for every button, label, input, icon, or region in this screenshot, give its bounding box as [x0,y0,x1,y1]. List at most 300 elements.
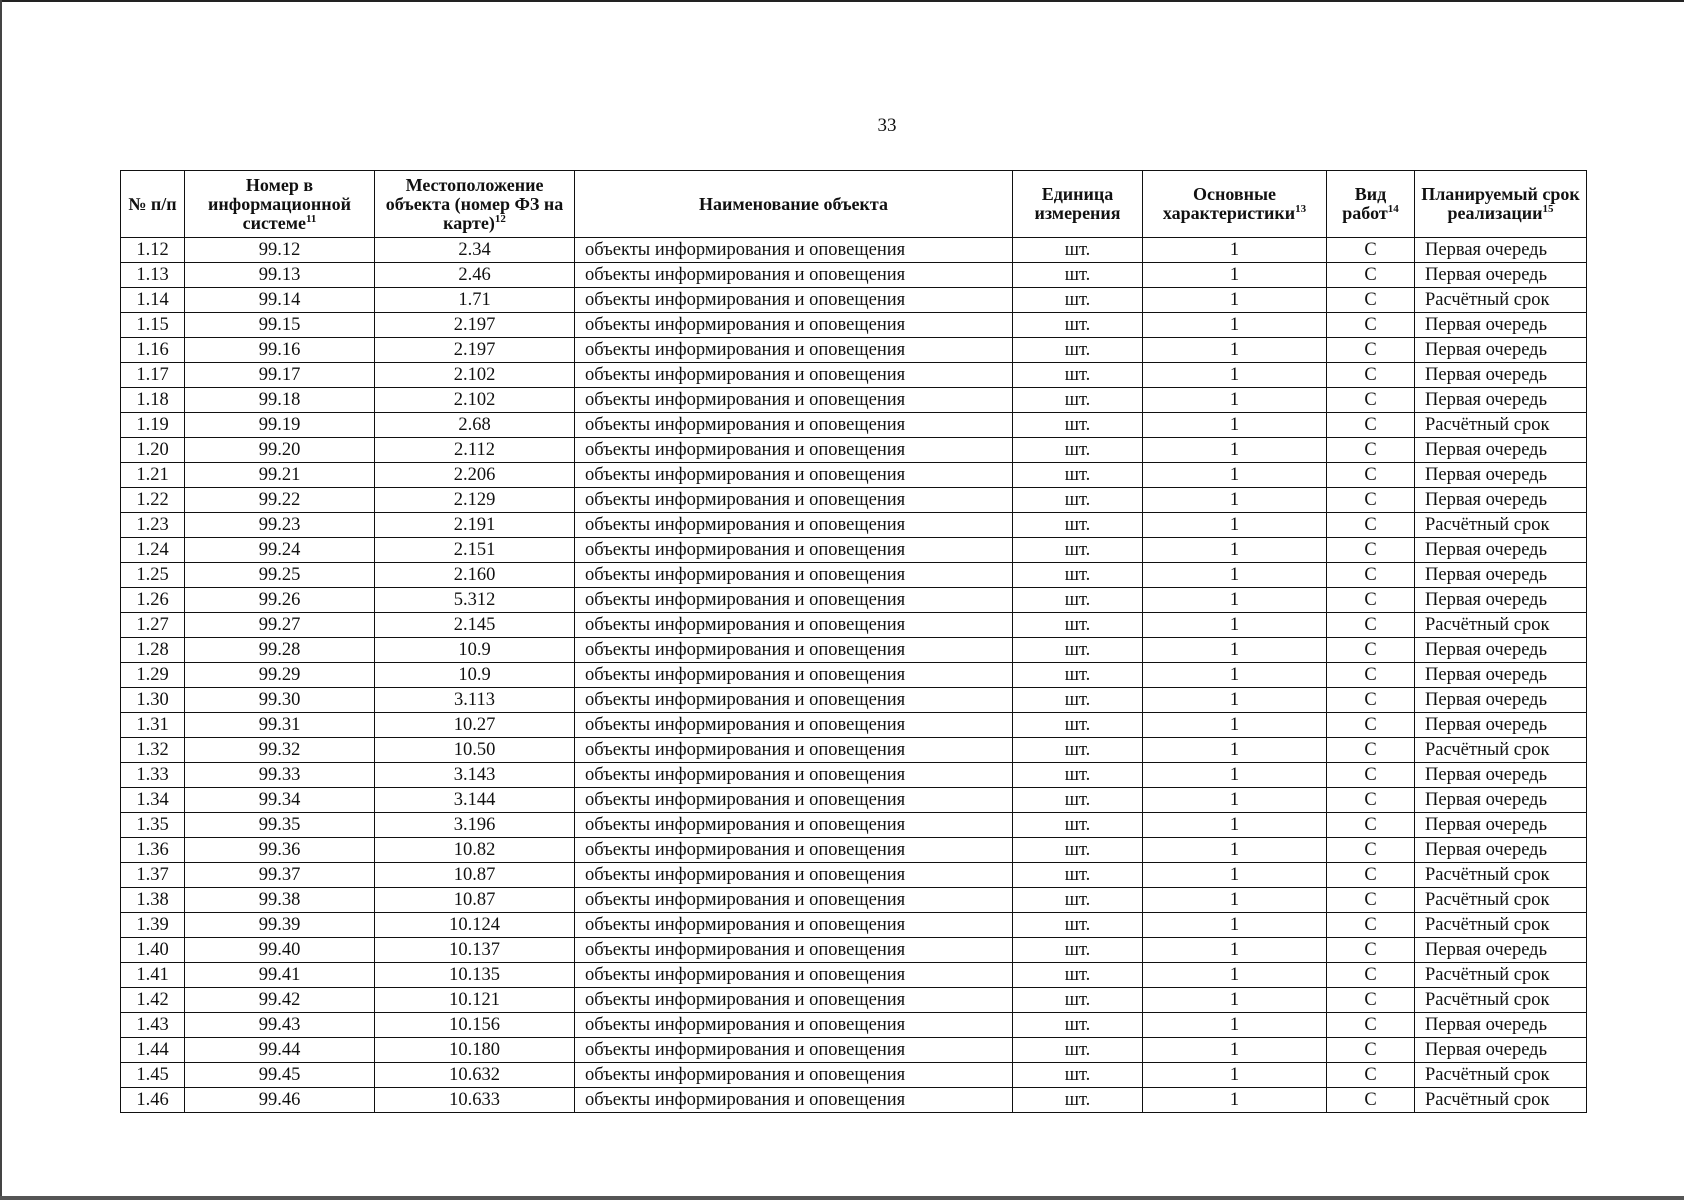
cell-characteristics: 1 [1143,563,1327,588]
cell-term: Первая очередь [1415,363,1587,388]
cell-location: 2.197 [375,338,575,363]
cell-term: Первая очередь [1415,263,1587,288]
cell-system-number: 99.27 [185,613,375,638]
footnote-ref: 15 [1542,203,1554,215]
cell-name: объекты информирования и оповещения [575,738,1013,763]
header-label: Номер в информационной системе [208,174,351,233]
cell-term: Расчётный срок [1415,288,1587,313]
cell-work-type: С [1327,888,1415,913]
table-row [121,638,1587,663]
cell-location: 1.71 [375,288,575,313]
table-row [121,763,1587,788]
cell-location: 2.46 [375,263,575,288]
scan-edge-left [0,0,2,1200]
cell-name: объекты информирования и оповещения [575,813,1013,838]
table-row [121,738,1587,763]
cell-work-type: С [1327,613,1415,638]
cell-work-type: С [1327,363,1415,388]
cell-work-type: С [1327,263,1415,288]
page-number: 33 [877,115,897,136]
cell-name: объекты информирования и оповещения [575,563,1013,588]
cell-location: 2.68 [375,413,575,438]
cell-system-number: 99.16 [185,338,375,363]
cell-name: объекты информирования и оповещения [575,238,1013,263]
header-label: Местоположение объекта (номер ФЗ на карте) [385,174,564,233]
cell-work-type: С [1327,763,1415,788]
table-row [121,513,1587,538]
table-row [121,1088,1587,1113]
cell-number: 1.30 [121,688,185,713]
cell-characteristics: 1 [1143,713,1327,738]
cell-number: 1.13 [121,263,185,288]
cell-number: 1.28 [121,638,185,663]
cell-number: 1.37 [121,863,185,888]
cell-location: 2.34 [375,238,575,263]
cell-term: Первая очередь [1415,238,1587,263]
cell-term: Расчётный срок [1415,1088,1587,1113]
cell-name: объекты информирования и оповещения [575,1013,1013,1038]
cell-characteristics: 1 [1143,238,1327,263]
cell-characteristics: 1 [1143,963,1327,988]
cell-name: объекты информирования и оповещения [575,538,1013,563]
cell-unit: шт. [1013,388,1143,413]
cell-unit: шт. [1013,238,1143,263]
header-row [121,171,1587,238]
cell-term: Первая очередь [1415,538,1587,563]
cell-system-number: 99.40 [185,938,375,963]
cell-location: 2.129 [375,488,575,513]
cell-work-type: С [1327,638,1415,663]
cell-location: 2.145 [375,613,575,638]
cell-term: Расчётный срок [1415,863,1587,888]
cell-characteristics: 1 [1143,263,1327,288]
cell-term: Первая очередь [1415,663,1587,688]
table-row [121,813,1587,838]
cell-characteristics: 1 [1143,363,1327,388]
cell-number: 1.14 [121,288,185,313]
cell-name: объекты информирования и оповещения [575,363,1013,388]
cell-unit: шт. [1013,338,1143,363]
cell-location: 2.102 [375,388,575,413]
cell-unit: шт. [1013,813,1143,838]
cell-name: объекты информирования и оповещения [575,888,1013,913]
cell-term: Первая очередь [1415,938,1587,963]
cell-work-type: С [1327,663,1415,688]
cell-term: Расчётный срок [1415,913,1587,938]
cell-characteristics: 1 [1143,1088,1327,1113]
cell-name: объекты информирования и оповещения [575,688,1013,713]
cell-unit: шт. [1013,1063,1143,1088]
cell-unit: шт. [1013,988,1143,1013]
cell-work-type: С [1327,988,1415,1013]
cell-work-type: С [1327,813,1415,838]
cell-work-type: С [1327,588,1415,613]
cell-location: 10.156 [375,1013,575,1038]
cell-work-type: С [1327,838,1415,863]
cell-term: Первая очередь [1415,838,1587,863]
cell-name: объекты информирования и оповещения [575,913,1013,938]
cell-number: 1.16 [121,338,185,363]
cell-location: 10.137 [375,938,575,963]
cell-term: Первая очередь [1415,563,1587,588]
cell-system-number: 99.44 [185,1038,375,1063]
cell-number: 1.38 [121,888,185,913]
cell-number: 1.33 [121,763,185,788]
cell-characteristics: 1 [1143,538,1327,563]
cell-location: 10.124 [375,913,575,938]
footnote-ref: 14 [1387,203,1399,215]
footnote-ref: 13 [1295,203,1307,215]
footnote-ref: 11 [306,212,317,225]
cell-system-number: 99.37 [185,863,375,888]
cell-term: Первая очередь [1415,688,1587,713]
cell-characteristics: 1 [1143,413,1327,438]
cell-term: Расчётный срок [1415,888,1587,913]
scan-edge-top [0,0,1684,2]
cell-name: объекты информирования и оповещения [575,513,1013,538]
cell-name: объекты информирования и оповещения [575,463,1013,488]
cell-name: объекты информирования и оповещения [575,588,1013,613]
cell-system-number: 99.31 [185,713,375,738]
header-cell-work-type [1327,171,1415,238]
cell-characteristics: 1 [1143,513,1327,538]
cell-work-type: С [1327,563,1415,588]
header-label: Планируемый срок реализации [1421,184,1580,223]
cell-location: 2.206 [375,463,575,488]
cell-location: 10.121 [375,988,575,1013]
cell-location: 10.633 [375,1088,575,1113]
cell-number: 1.12 [121,238,185,263]
scan-edge-bottom [0,1196,1684,1200]
cell-number: 1.35 [121,813,185,838]
cell-characteristics: 1 [1143,813,1327,838]
cell-system-number: 99.13 [185,263,375,288]
cell-name: объекты информирования и оповещения [575,788,1013,813]
cell-number: 1.27 [121,613,185,638]
cell-term: Первая очередь [1415,763,1587,788]
table-row [121,713,1587,738]
table-row [121,363,1587,388]
cell-unit: шт. [1013,938,1143,963]
cell-work-type: С [1327,938,1415,963]
cell-location: 3.144 [375,788,575,813]
cell-number: 1.39 [121,913,185,938]
cell-characteristics: 1 [1143,1038,1327,1063]
cell-system-number: 99.23 [185,513,375,538]
cell-number: 1.31 [121,713,185,738]
cell-unit: шт. [1013,413,1143,438]
cell-term: Первая очередь [1415,388,1587,413]
cell-system-number: 99.45 [185,1063,375,1088]
header-label: Основные характеристики [1162,184,1296,223]
cell-work-type: С [1327,713,1415,738]
cell-name: объекты информирования и оповещения [575,663,1013,688]
cell-work-type: С [1327,488,1415,513]
cell-number: 1.42 [121,988,185,1013]
cell-term: Первая очередь [1415,1038,1587,1063]
cell-work-type: С [1327,338,1415,363]
cell-name: объекты информирования и оповещения [575,488,1013,513]
cell-characteristics: 1 [1143,788,1327,813]
cell-name: объекты информирования и оповещения [575,963,1013,988]
cell-unit: шт. [1013,688,1143,713]
table-row [121,438,1587,463]
cell-characteristics: 1 [1143,638,1327,663]
cell-work-type: С [1327,513,1415,538]
cell-name: объекты информирования и оповещения [575,438,1013,463]
cell-work-type: С [1327,688,1415,713]
header-label: № п/п [128,193,177,214]
cell-system-number: 99.28 [185,638,375,663]
cell-unit: шт. [1013,613,1143,638]
cell-term: Первая очередь [1415,638,1587,663]
cell-number: 1.29 [121,663,185,688]
cell-name: объекты информирования и оповещения [575,863,1013,888]
header-cell-characteristics [1143,171,1327,238]
cell-system-number: 99.22 [185,488,375,513]
objects-table [120,170,1587,1113]
cell-unit: шт. [1013,463,1143,488]
cell-location: 10.9 [375,663,575,688]
cell-unit: шт. [1013,888,1143,913]
table-row [121,538,1587,563]
cell-term: Первая очередь [1415,713,1587,738]
cell-name: объекты информирования и оповещения [575,313,1013,338]
table-header [121,171,1587,238]
cell-work-type: С [1327,463,1415,488]
cell-name: объекты информирования и оповещения [575,763,1013,788]
cell-unit: шт. [1013,513,1143,538]
cell-work-type: С [1327,1063,1415,1088]
cell-unit: шт. [1013,738,1143,763]
table-row [121,938,1587,963]
cell-system-number: 99.43 [185,1013,375,1038]
cell-name: объекты информирования и оповещения [575,638,1013,663]
cell-characteristics: 1 [1143,313,1327,338]
cell-work-type: С [1327,863,1415,888]
table-row [121,963,1587,988]
cell-number: 1.44 [121,1038,185,1063]
cell-number: 1.41 [121,963,185,988]
cell-number: 1.22 [121,488,185,513]
cell-characteristics: 1 [1143,288,1327,313]
cell-location: 10.135 [375,963,575,988]
cell-term: Первая очередь [1415,488,1587,513]
cell-characteristics: 1 [1143,463,1327,488]
cell-system-number: 99.19 [185,413,375,438]
cell-system-number: 99.39 [185,913,375,938]
cell-name: объекты информирования и оповещения [575,1063,1013,1088]
cell-system-number: 99.46 [185,1088,375,1113]
cell-term: Расчётный срок [1415,1063,1587,1088]
cell-system-number: 99.21 [185,463,375,488]
header-label: Вид работ [1342,184,1388,223]
cell-characteristics: 1 [1143,1013,1327,1038]
table-row [121,663,1587,688]
cell-characteristics: 1 [1143,838,1327,863]
cell-characteristics: 1 [1143,438,1327,463]
table-row [121,313,1587,338]
cell-number: 1.46 [121,1088,185,1113]
cell-term: Расчётный срок [1415,988,1587,1013]
cell-term: Первая очередь [1415,313,1587,338]
cell-characteristics: 1 [1143,688,1327,713]
table-row [121,988,1587,1013]
cell-name: объекты информирования и оповещения [575,713,1013,738]
cell-unit: шт. [1013,913,1143,938]
cell-term: Первая очередь [1415,338,1587,363]
cell-system-number: 99.36 [185,838,375,863]
cell-characteristics: 1 [1143,738,1327,763]
cell-work-type: С [1327,413,1415,438]
cell-number: 1.21 [121,463,185,488]
cell-location: 10.50 [375,738,575,763]
cell-name: объекты информирования и оповещения [575,388,1013,413]
cell-term: Первая очередь [1415,463,1587,488]
table-row [121,888,1587,913]
cell-work-type: С [1327,963,1415,988]
cell-name: объекты информирования и оповещения [575,838,1013,863]
cell-name: объекты информирования и оповещения [575,988,1013,1013]
cell-term: Расчётный срок [1415,413,1587,438]
cell-number: 1.17 [121,363,185,388]
cell-system-number: 99.17 [185,363,375,388]
cell-system-number: 99.12 [185,238,375,263]
cell-system-number: 99.15 [185,313,375,338]
table-row [121,838,1587,863]
cell-system-number: 99.24 [185,538,375,563]
header-cell-object-name [575,171,1013,238]
table-row [121,588,1587,613]
cell-term: Расчётный срок [1415,963,1587,988]
table-row [121,338,1587,363]
header-cell-term [1415,171,1587,238]
cell-unit: шт. [1013,563,1143,588]
cell-term: Расчётный срок [1415,738,1587,763]
cell-characteristics: 1 [1143,988,1327,1013]
cell-unit: шт. [1013,663,1143,688]
cell-number: 1.19 [121,413,185,438]
cell-number: 1.43 [121,1013,185,1038]
cell-system-number: 99.42 [185,988,375,1013]
cell-characteristics: 1 [1143,663,1327,688]
cell-system-number: 99.34 [185,788,375,813]
cell-unit: шт. [1013,588,1143,613]
cell-location: 10.27 [375,713,575,738]
cell-location: 10.632 [375,1063,575,1088]
cell-location: 10.82 [375,838,575,863]
cell-work-type: С [1327,1038,1415,1063]
cell-work-type: С [1327,288,1415,313]
cell-system-number: 99.20 [185,438,375,463]
table-row [121,563,1587,588]
cell-system-number: 99.18 [185,388,375,413]
cell-location: 2.112 [375,438,575,463]
cell-number: 1.34 [121,788,185,813]
cell-location: 10.87 [375,863,575,888]
cell-number: 1.18 [121,388,185,413]
cell-name: объекты информирования и оповещения [575,338,1013,363]
cell-system-number: 99.26 [185,588,375,613]
cell-unit: шт. [1013,838,1143,863]
cell-location: 10.180 [375,1038,575,1063]
cell-work-type: С [1327,538,1415,563]
cell-work-type: С [1327,1013,1415,1038]
cell-name: объекты информирования и оповещения [575,288,1013,313]
header-label: Наименование объекта [699,193,888,214]
cell-characteristics: 1 [1143,763,1327,788]
cell-unit: шт. [1013,638,1143,663]
cell-characteristics: 1 [1143,863,1327,888]
cell-work-type: С [1327,388,1415,413]
cell-location: 2.102 [375,363,575,388]
cell-term: Первая очередь [1415,588,1587,613]
cell-unit: шт. [1013,438,1143,463]
header-cell-number [121,171,185,238]
cell-unit: шт. [1013,713,1143,738]
table-body [121,238,1587,1113]
cell-unit: шт. [1013,363,1143,388]
cell-number: 1.24 [121,538,185,563]
cell-location: 3.196 [375,813,575,838]
cell-number: 1.26 [121,588,185,613]
cell-unit: шт. [1013,763,1143,788]
header-cell-system-number [185,171,375,238]
cell-number: 1.32 [121,738,185,763]
cell-system-number: 99.30 [185,688,375,713]
cell-name: объекты информирования и оповещения [575,413,1013,438]
table-row [121,463,1587,488]
cell-characteristics: 1 [1143,338,1327,363]
table-row [121,1063,1587,1088]
cell-unit: шт. [1013,538,1143,563]
table-row [121,913,1587,938]
cell-term: Первая очередь [1415,1013,1587,1038]
cell-location: 3.113 [375,688,575,713]
cell-system-number: 99.29 [185,663,375,688]
cell-work-type: С [1327,438,1415,463]
cell-system-number: 99.38 [185,888,375,913]
cell-unit: шт. [1013,788,1143,813]
cell-location: 10.9 [375,638,575,663]
table-row [121,1038,1587,1063]
header-label: Единица измерения [1034,184,1121,223]
cell-term: Первая очередь [1415,813,1587,838]
cell-term: Первая очередь [1415,438,1587,463]
cell-system-number: 99.33 [185,763,375,788]
table-row [121,613,1587,638]
cell-unit: шт. [1013,963,1143,988]
cell-work-type: С [1327,738,1415,763]
cell-name: объекты информирования и оповещения [575,613,1013,638]
cell-work-type: С [1327,313,1415,338]
cell-location: 2.197 [375,313,575,338]
cell-work-type: С [1327,913,1415,938]
cell-characteristics: 1 [1143,1063,1327,1088]
cell-location: 10.87 [375,888,575,913]
cell-number: 1.45 [121,1063,185,1088]
cell-unit: шт. [1013,288,1143,313]
table-row [121,388,1587,413]
cell-characteristics: 1 [1143,488,1327,513]
cell-number: 1.20 [121,438,185,463]
cell-unit: шт. [1013,1088,1143,1113]
cell-system-number: 99.32 [185,738,375,763]
cell-unit: шт. [1013,263,1143,288]
cell-number: 1.15 [121,313,185,338]
cell-characteristics: 1 [1143,613,1327,638]
cell-term: Первая очередь [1415,788,1587,813]
